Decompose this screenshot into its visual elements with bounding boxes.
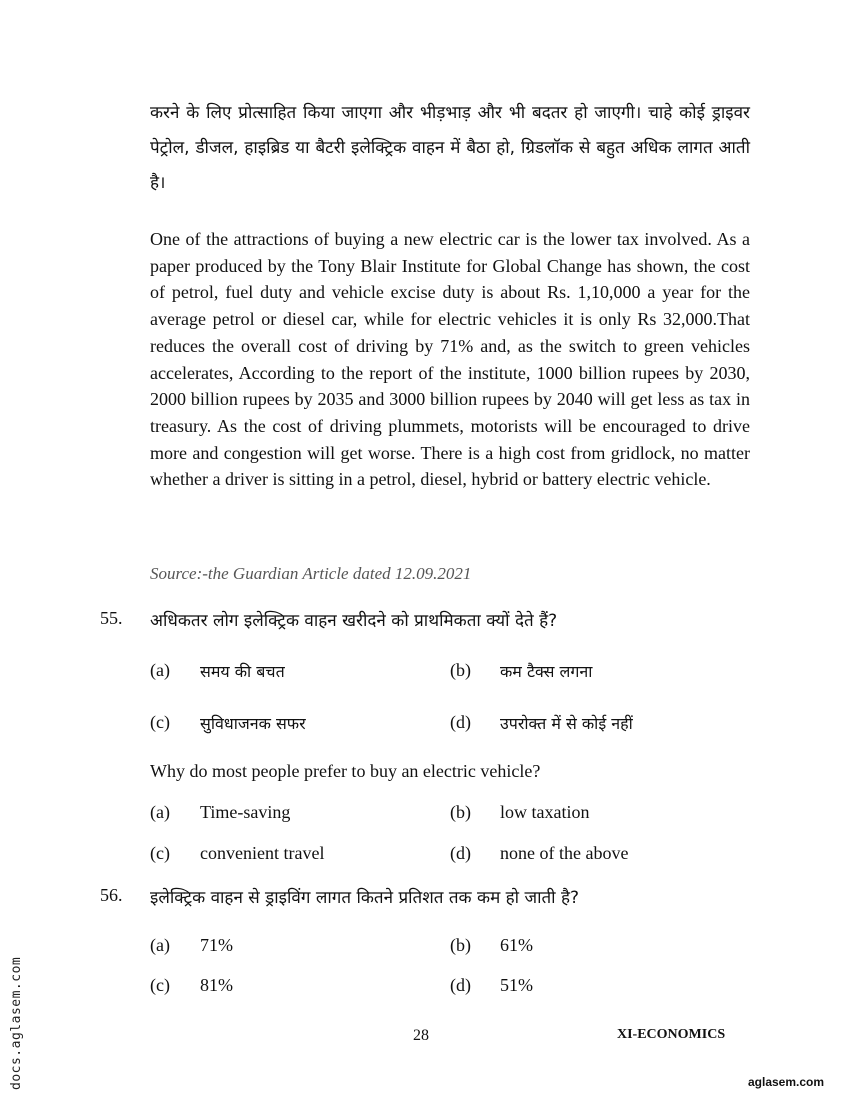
option-text: none of the above [500,843,629,863]
passage-source: Source:-the Guardian Article dated 12.09.2021 [150,564,472,583]
footer-subject: XI-ECONOMICS [617,1027,726,1042]
option-label: (d) [450,843,471,863]
question-number: 56. [100,885,123,905]
page-number: 28 [413,1027,429,1044]
option-label: (d) [450,712,471,732]
option-text: 61% [500,935,533,955]
option-label: (b) [450,935,471,955]
option-text: low taxation [500,802,590,822]
question-text-hindi: अधिकतर लोग इलेक्ट्रिक वाहन खरीदने को प्राथमिकता क्यों देते हैं? [150,611,558,631]
option-text: 81% [200,975,233,995]
option-text: convenient travel [200,843,325,863]
option-text: 51% [500,975,533,995]
option-text: कम टैक्स लगना [500,662,593,681]
passage-english: One of the attractions of buying a new electric car is the lower tax involved. As a paper produced by the Tony Blair Institute for Global Change has shown, the cost of petrol, fuel duty and vehicle excise duty is about Rs. 1,10,000 a year for the average petrol or diesel car, while for electric vehicles it is only Rs 32,000.That reduces the overall cost of driving by 71% and, as the switch to green vehicles accelerates, According to the report of the institute, 1000 billion rupees by 2030, 2000 billion rupees by 2035 and 3000 billion rupees by 2040 will get less as tax in treasury. As the cost of driving plummets, motorists will be encouraged to drive more and congestion will get worse. There is a high cost from gridlock, no matter whether a driver is sitting in a petrol, diesel, hybrid or battery electric vehicle. [150,229,750,490]
question-text-english: Why do most people prefer to buy an electric vehicle? [150,761,541,781]
option-label: (a) [150,935,170,955]
option-label: (a) [150,802,170,822]
option-label: (b) [450,802,471,822]
option-text: 71% [200,935,233,955]
side-watermark: docs.aglasem.com [9,956,24,1090]
brand-watermark: aglasem.com [748,1075,825,1089]
passage-hindi: करने के लिए प्रोत्साहित किया जाएगा और भीड़भाड़ और भी बदतर हो जाएगी। चाहे कोई ड्राइवर पेट्रोल, डीजल, हाइब्रिड या बैटरी इलेक्ट्रिक वाहन में बैठा हो, ग्रिडलॉक से बहुत अधिक लागत आती है। [150,103,750,193]
option-label: (c) [150,712,170,732]
option-label: (d) [450,975,471,995]
option-text: उपरोक्त में से कोई नहीं [500,714,633,733]
option-label: (a) [150,660,170,680]
question-text-hindi: इलेक्ट्रिक वाहन से ड्राइविंग लागत कितने प्रतिशत तक कम हो जाती है? [150,888,580,908]
question-number: 55. [100,608,123,628]
option-text: समय की बचत [200,662,285,681]
option-label: (c) [150,975,170,995]
option-text: Time-saving [200,802,291,822]
option-label: (c) [150,843,170,863]
option-text: सुविधाजनक सफर [200,714,306,733]
option-label: (b) [450,660,471,680]
